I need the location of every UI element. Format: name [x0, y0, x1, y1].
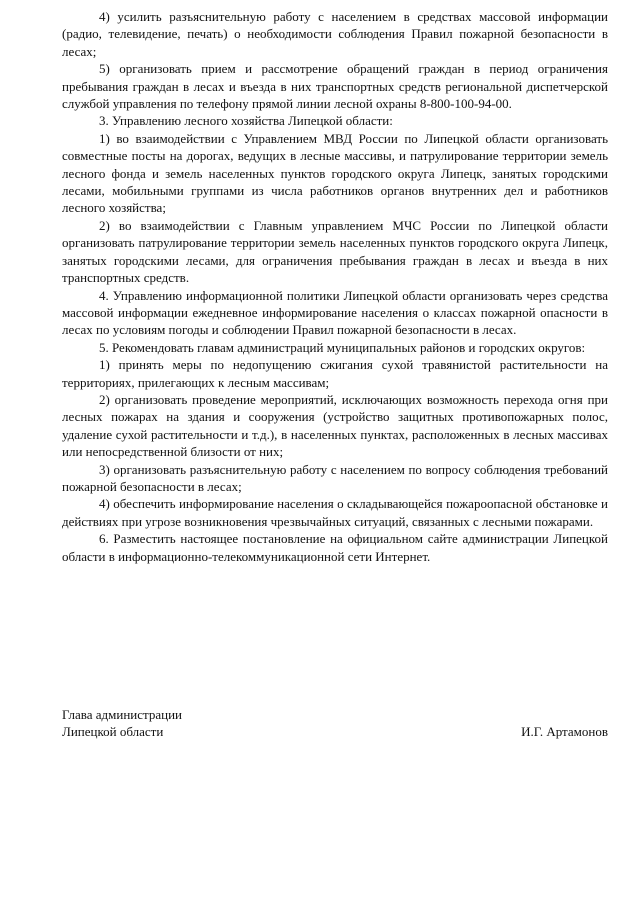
section-5-heading: 5. Рекомендовать главам администраций муниципальных районов и городских округов:	[99, 339, 586, 355]
signature-block	[62, 706, 608, 741]
section-5-item-2: 2) организовать проведение мероприятий, исключающих возможность перехода огня при лесных пожарах на здания и сооружения (устройство защитных противопожарных полос, удаление сухой растительности и т.д.), в населенных пунктах, расположенных в лесных массивах или непосредственной близости от них;	[62, 391, 608, 460]
section-5-item-4: 4) обеспечить информирование населения о складывающейся пожароопасной обстановке и действиях при угрозе возникновения чрезвычайных ситуаций, связанных с лесными пожарами.	[62, 496, 608, 529]
signatory-name: И.Г. Артамонов	[521, 724, 608, 740]
section-6: 6. Разместить настоящее постановление на официальном сайте администрации Липецкой области в информационно-телекоммуникационной сети Интернет.	[62, 531, 608, 564]
section-3-heading: 3. Управлению лесного хозяйства Липецкой области:	[99, 113, 393, 129]
section-4: 4. Управлению информационной политики Липецкой области организовать через средства массовой информации ежедневное информирование населения о классах пожарной опасности в лесах по условиям погоды и соблюдении Правил пожарной безопасности в лесах.	[62, 287, 608, 338]
signatory-title-line-2: Липецкой области	[62, 724, 164, 740]
document-body	[62, 8, 608, 565]
signatory-title-line-1: Глава администрации	[62, 707, 183, 722]
paragraph-4-item-5: 5) организовать прием и рассмотрение обращений граждан в период ограничения пребывания граждан в лесах и въезда в них транспортных средств региональной диспетчерской службой управления по телефону прямой линии лесной охраны 8-800-100-94-00.	[62, 61, 608, 112]
section-3-item-1: 1) во взаимодействии с Управлением МВД России по Липецкой области организовать совместные посты на дорогах, ведущих в лесные массивы, и патрулирование территории земель лесного фонда и земель населенных пунктов городского округа Липецк, занятых городскими лесами, мобильными группами из числа работников органов внутренних дел и работников лесного хозяйства;	[62, 130, 608, 216]
section-3-item-2: 2) во взаимодействии с Главным управлением МЧС России по Липецкой области организовать патрулирование территории земель населенных пунктов городского округа Липецк, занятых городскими лесами, для ограничения пребывания граждан в лесах и въезда в них транспортных средств.	[62, 217, 608, 286]
section-5-item-1: 1) принять меры по недопущению сжигания сухой травянистой растительности на территориях, прилегающих к лесным массивам;	[62, 357, 608, 390]
paragraph-4-item-4: 4) усилить разъяснительную работу с населением в средствах массовой информации (радио, телевидение, печать) о необходимости соблюдения Правил пожарной безопасности в лесах;	[62, 9, 608, 59]
section-5-item-3: 3) организовать разъяснительную работу с населением по вопросу соблюдения требований пожарной безопасности в лесах;	[62, 461, 608, 494]
signature-row	[62, 723, 608, 740]
